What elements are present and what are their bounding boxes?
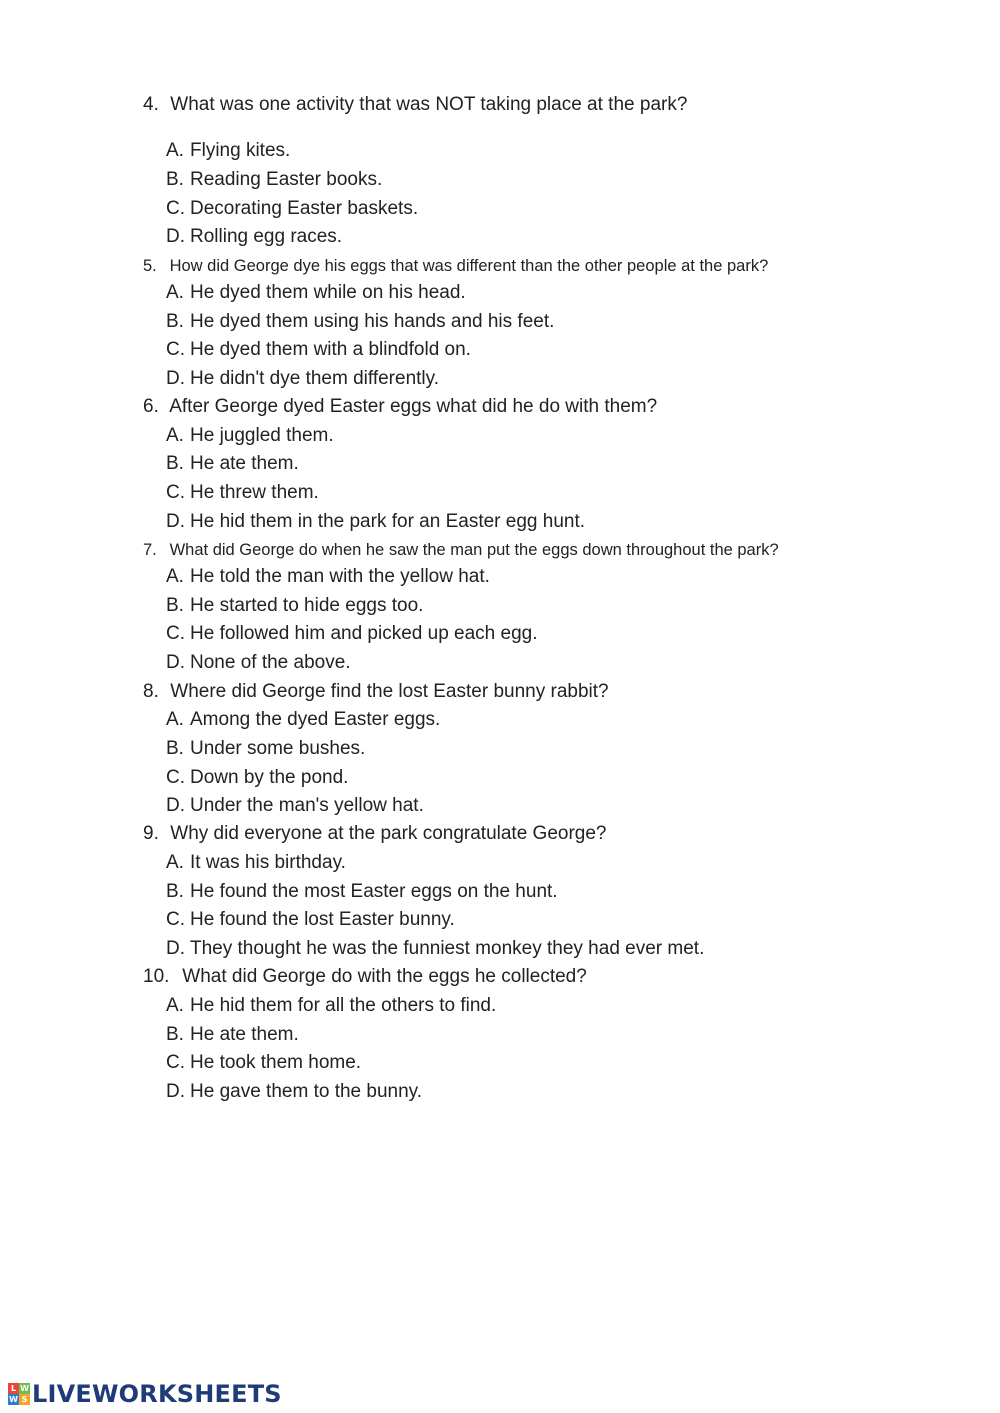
option-a: A. He dyed them while on his head.: [166, 282, 466, 303]
question-8-text: [143, 680, 609, 704]
option-b: B. He ate them.: [166, 1024, 299, 1045]
option-d: D. He gave them to the bunny.: [166, 1081, 423, 1102]
option-b: B. Reading Easter books.: [166, 169, 383, 190]
question-number: 6.: [143, 396, 159, 417]
option-b: B. He started to hide eggs too.: [166, 595, 424, 616]
question-prompt: After George dyed Easter eggs what did he do with them?: [169, 396, 658, 417]
question-prompt: What did George do with the eggs he collected?: [182, 966, 587, 987]
logo-text: LIVEWORKSHEETS: [32, 1380, 282, 1408]
option-c: C. He found the lost Easter bunny.: [166, 909, 455, 930]
option-c: C. Down by the pond.: [166, 767, 349, 788]
liveworksheets-logo-icon: [8, 1383, 30, 1405]
option-d: D. Under the man's yellow hat.: [166, 795, 424, 816]
liveworksheets-logo[interactable]: [8, 1381, 282, 1407]
question-4-text: [143, 93, 687, 117]
question-5-text: [143, 254, 768, 278]
option-c: C. He dyed them with a blindfold on.: [166, 339, 471, 360]
logo-mark-cell: W: [9, 1395, 18, 1404]
option-a: A. He hid them for all the others to find.: [166, 995, 497, 1016]
option-b: B. He ate them.: [166, 453, 299, 474]
option-c: C. He threw them.: [166, 482, 319, 503]
question-number: 5.: [143, 257, 157, 275]
option-d: D. He didn't dye them differently.: [166, 368, 440, 389]
logo-mark-cell: S: [19, 1394, 30, 1405]
logo-mark-cell: W: [20, 1384, 29, 1393]
option-a: A. Among the dyed Easter eggs.: [166, 709, 441, 730]
option-c: C. He took them home.: [166, 1052, 362, 1073]
option-b: B. Under some bushes.: [166, 738, 366, 759]
question-prompt: What did George do when he saw the man put the eggs down throughout the park?: [169, 541, 779, 559]
option-c: C. He followed him and picked up each egg.: [166, 623, 538, 644]
option-a: A. He told the man with the yellow hat.: [166, 566, 490, 587]
question-number: 4.: [143, 94, 159, 115]
option-c: C. Decorating Easter baskets.: [166, 198, 419, 219]
option-d: D. Rolling egg races.: [166, 226, 343, 247]
question-prompt: What was one activity that was NOT taking place at the park?: [170, 94, 688, 115]
question-number: 9.: [143, 823, 159, 844]
option-d: D. None of the above.: [166, 652, 351, 673]
question-number: 10.: [143, 966, 170, 987]
question-prompt: How did George dye his eggs that was different than the other people at the park?: [169, 257, 769, 275]
question-prompt: Why did everyone at the park congratulate George?: [170, 823, 607, 844]
question-7-text: [143, 538, 779, 562]
question-6-text: [143, 395, 657, 419]
question-10-text: [143, 965, 587, 989]
option-a: A. He juggled them.: [166, 425, 334, 446]
question-number: 8.: [143, 681, 159, 702]
question-9-text: [143, 822, 606, 846]
option-a: A. Flying kites.: [166, 140, 291, 161]
option-b: B. He dyed them using his hands and his feet.: [166, 311, 555, 332]
option-d: D. He hid them in the park for an Easter egg hunt.: [166, 511, 586, 532]
logo-mark-cell: L: [8, 1383, 19, 1394]
option-d: D. They thought he was the funniest monkey they had ever met.: [166, 938, 705, 959]
option-a: A. It was his birthday.: [166, 852, 346, 873]
question-prompt: Where did George find the lost Easter bunny rabbit?: [170, 681, 609, 702]
option-b: B. He found the most Easter eggs on the hunt.: [166, 881, 558, 902]
question-number: 7.: [143, 541, 157, 559]
